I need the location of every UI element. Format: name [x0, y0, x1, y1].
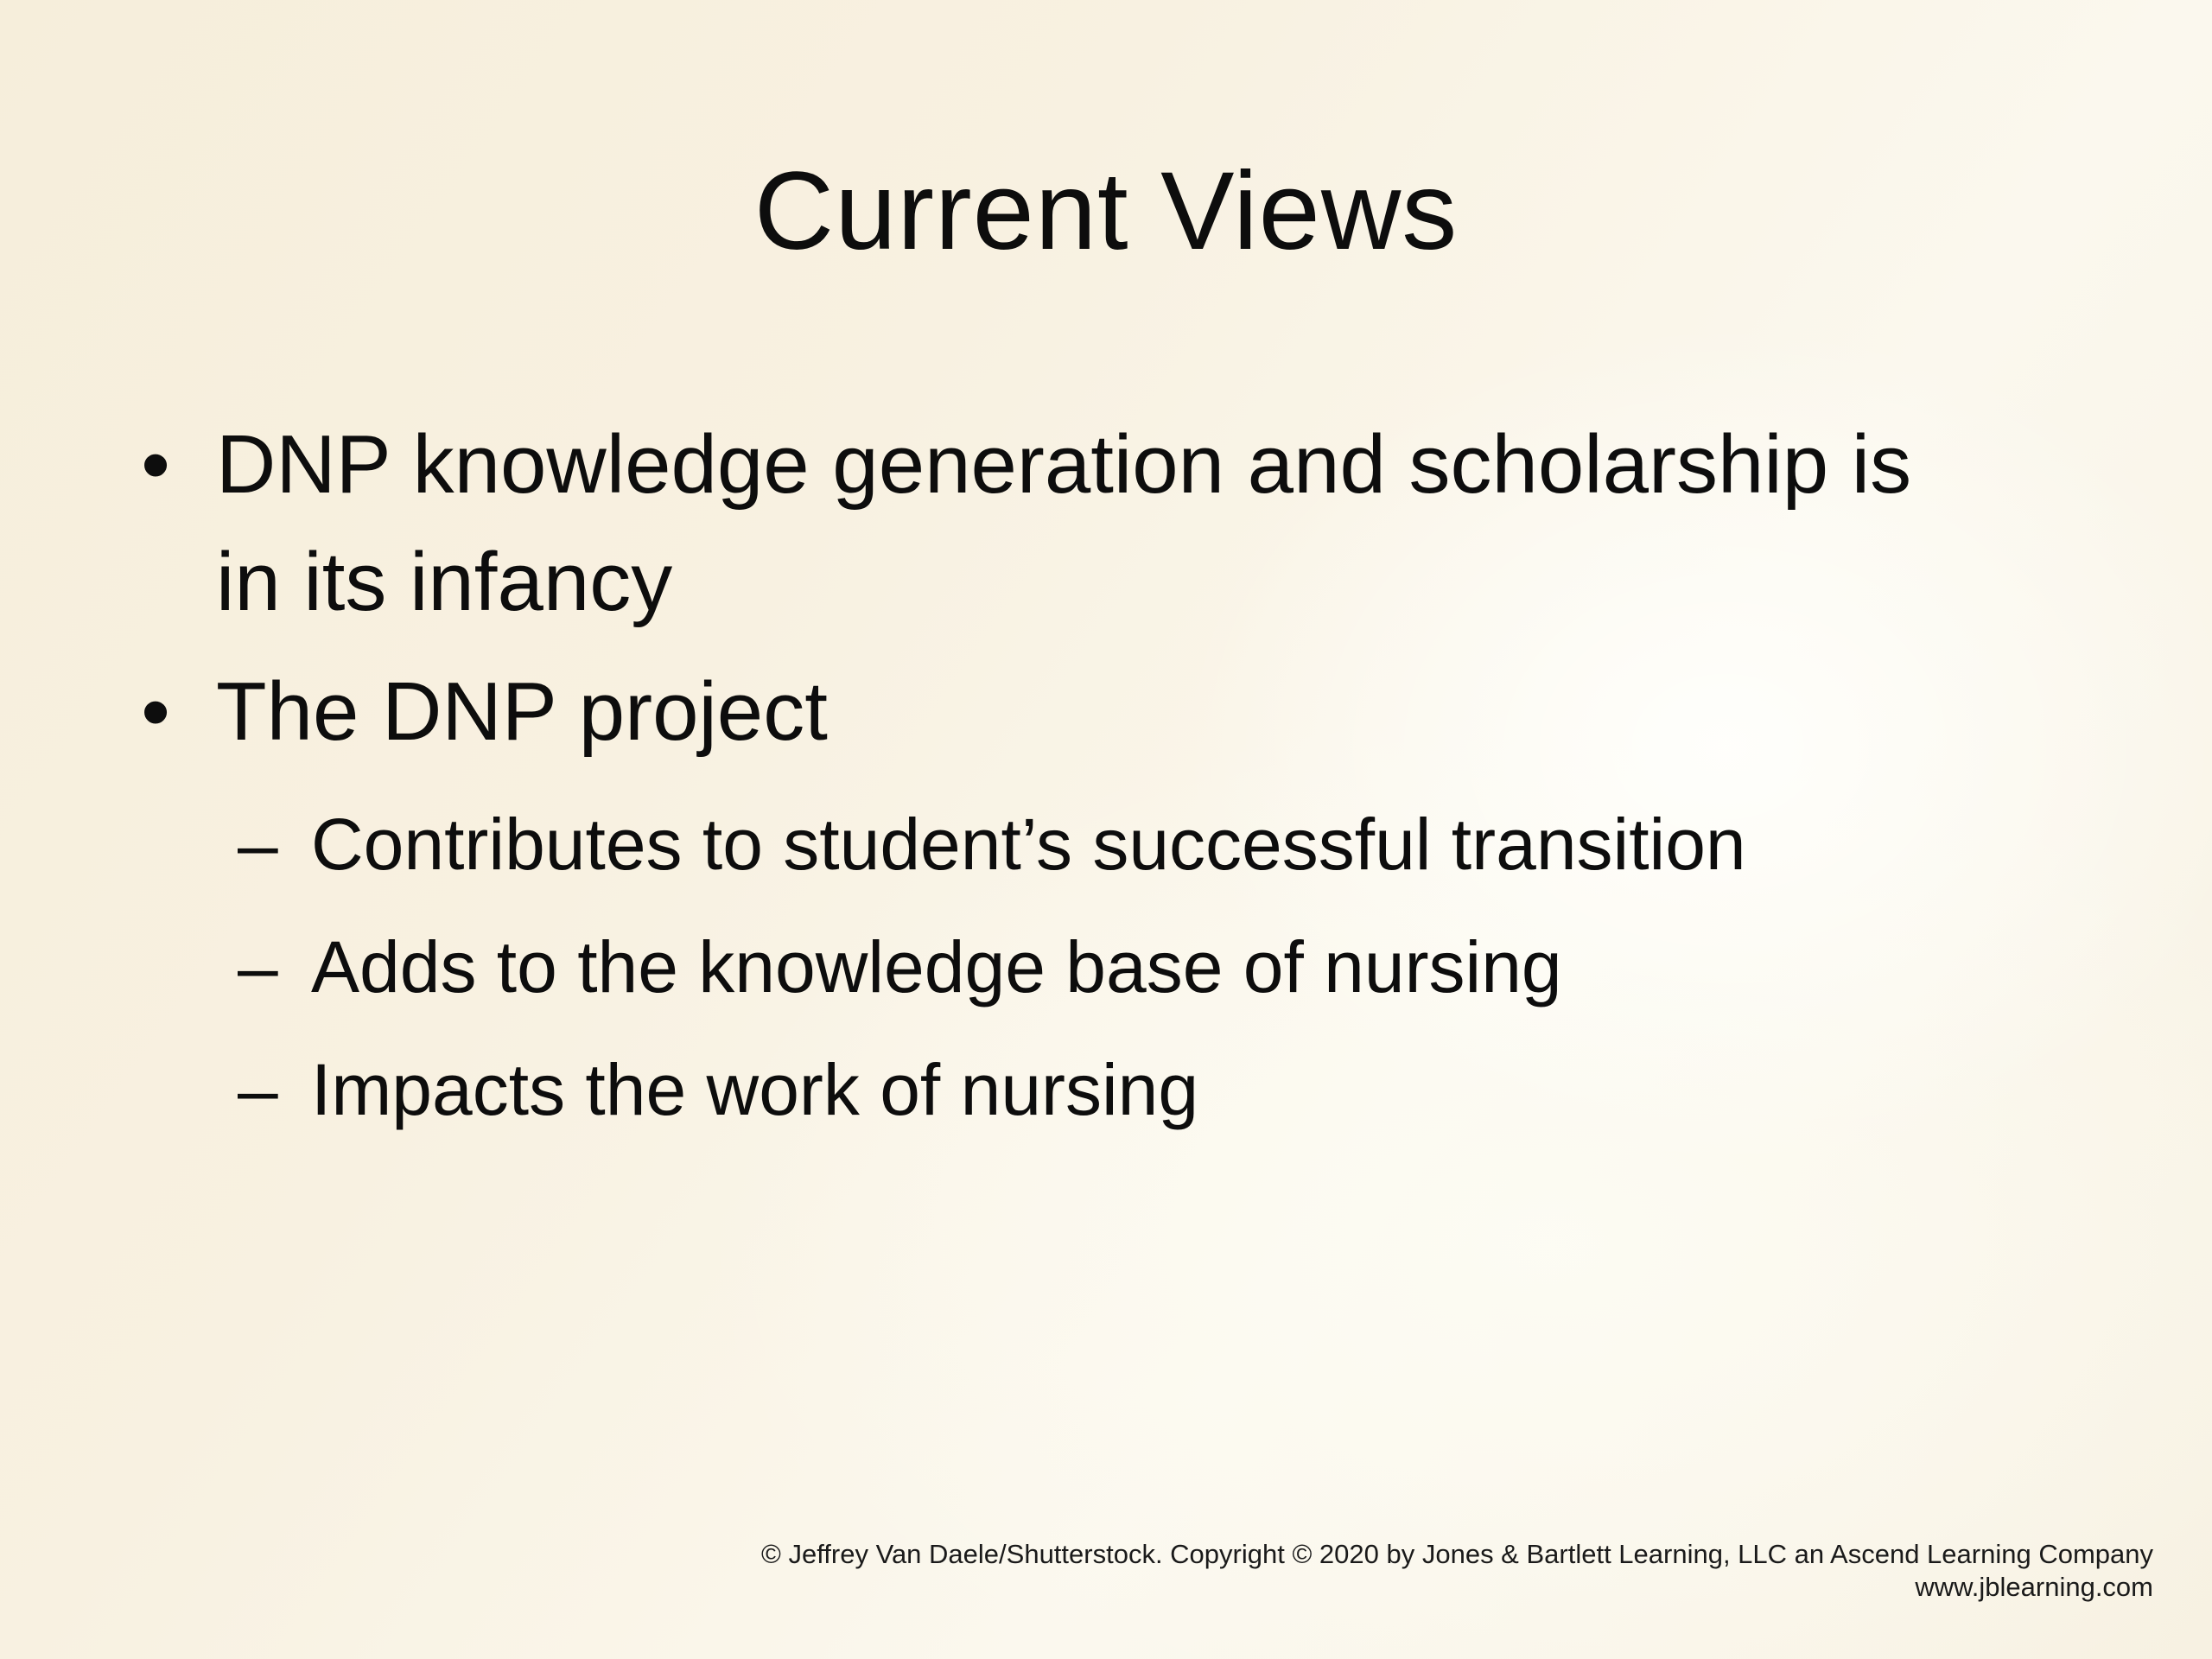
sub-bullet-text: Impacts the work of nursing	[311, 1049, 1199, 1130]
sub-bullet-text: Adds to the knowledge base of nursing	[311, 926, 1562, 1007]
slide-footer	[761, 1538, 2153, 1604]
bullet-item	[130, 653, 2117, 771]
dash-marker: –	[238, 1049, 278, 1130]
bullet-line: in its infancy	[216, 536, 673, 628]
sub-bullet-item	[130, 906, 2117, 1028]
bullet-line: DNP knowledge generation and scholarship is	[216, 418, 1912, 511]
bullet-item	[130, 406, 2117, 641]
bullet-text: The DNP project	[216, 665, 828, 758]
sub-bullet-item	[130, 783, 2117, 906]
slide-content	[130, 406, 2117, 1151]
sub-bullet-text: Contributes to student’s successful transition	[311, 804, 1746, 885]
bullet-marker: •	[141, 418, 170, 511]
bullet-marker: •	[141, 665, 170, 758]
website-link[interactable]: www.jblearning.com	[1915, 1572, 2153, 1602]
sub-bullet-list	[130, 783, 2117, 1151]
sub-bullet-item	[130, 1028, 2117, 1151]
slide-title: Current Views	[753, 149, 1459, 273]
dash-marker: –	[238, 926, 278, 1007]
dash-marker: –	[238, 804, 278, 885]
copyright-notice: © Jeffrey Van Daele/Shutterstock. Copyright © 2020 by Jones & Bartlett Learning, LLC an Ascend Learning Company	[761, 1539, 2153, 1569]
